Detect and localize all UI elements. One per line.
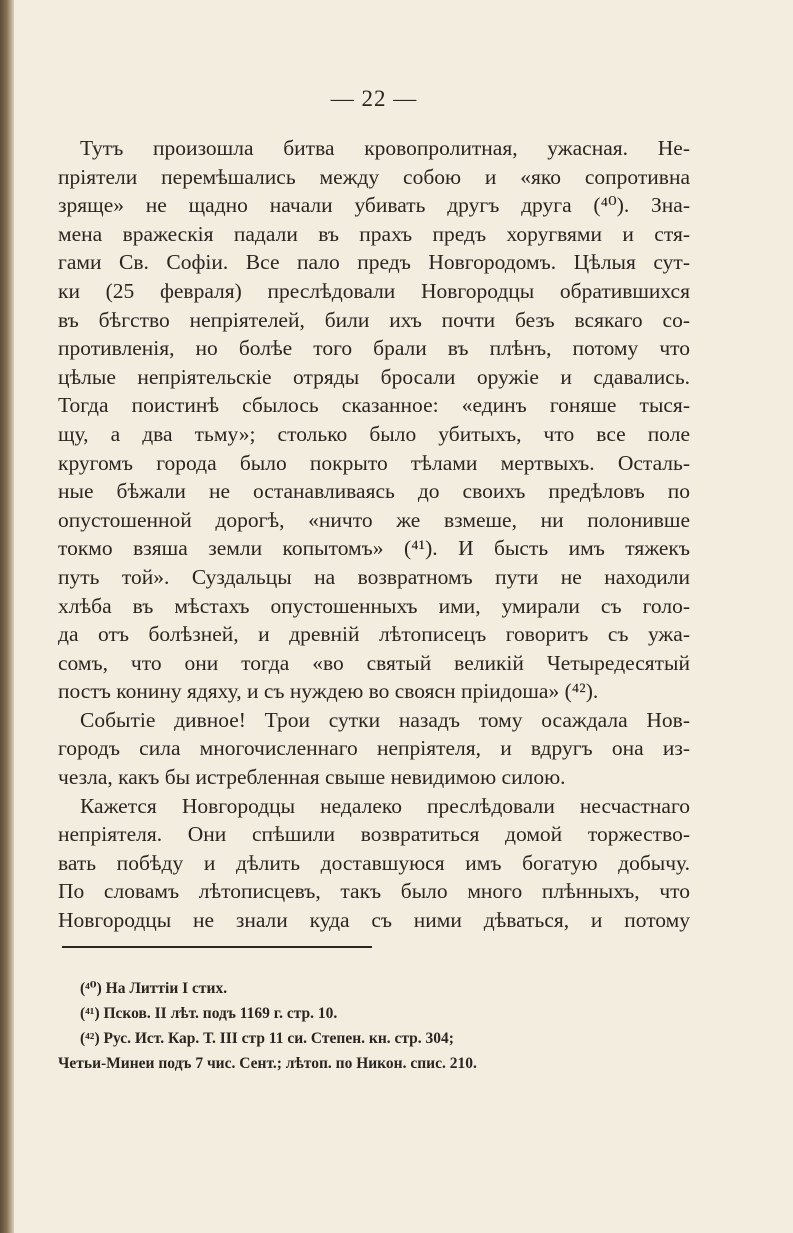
text-line: Тутъ произошла битва кровопролитная, ужасная. Не- — [80, 136, 690, 160]
text-line: опустошенной дорогѣ, «ничто же взмеше, ни полонивше — [58, 507, 690, 532]
text-line: мена вражескія падали въ прахъ предъ хоругвями и стя- — [58, 221, 690, 246]
text-line: гами Св. Софіи. Все пало предъ Новгородомъ. Цѣлыя сут- — [58, 250, 690, 275]
footnote: (⁴⁰) На Литтіи I стих. — [80, 980, 228, 997]
text-line: сомъ, что они тогда «во святый великій Четыредесятый — [58, 650, 690, 675]
book-page — [58, 0, 690, 1233]
text-line: чезла, какъ бы истребленная свыше невидимою силою. — [58, 765, 566, 790]
text-line: Кажется Новгородцы недалеко преслѣдовали несчастнаго — [80, 793, 690, 818]
footnote-divider — [62, 946, 372, 948]
text-line: токмо взяша земли копытомъ» (⁴¹). И бысть имъ тяжекъ — [58, 536, 690, 561]
text-line: противленія, но болѣе того брали въ плѣнъ, потому что — [58, 336, 690, 361]
text-line: Новгородцы не знали куда съ ними дѣваться, и потому — [58, 908, 690, 933]
text-line: постъ конину ядяху, и съ нуждею во своясн пріидоша» (⁴²). — [58, 679, 599, 704]
text-line: цѣлые непріятельскіе отряды бросали оружіе и сдавались. — [58, 364, 690, 389]
text-line: Тогда поистинѣ сбылось сказанное: «единъ гоняше тыся- — [58, 393, 690, 418]
book-binding-edge — [0, 0, 14, 1233]
main-text — [58, 134, 690, 935]
text-line: По словамъ лѣтописцевъ, такъ было много плѣнныхъ, что — [58, 879, 690, 904]
text-line: пріятели перемѣшались между собою и «яко сопротивна — [58, 164, 690, 189]
text-line: въ бѣгство непріятелей, били ихъ почти безъ всякаго со- — [58, 307, 690, 332]
text-line: щу, а два тьму»; столько было убитыхъ, что все поле — [58, 421, 690, 446]
footnote: (⁴¹) Псков. II лѣт. подъ 1169 г. стр. 10. — [80, 1005, 338, 1022]
footnotes — [58, 976, 690, 1076]
text-line: Событіе дивное! Трои сутки назадъ тому осаждала Нов- — [80, 707, 690, 732]
footnote: (⁴²) Рус. Ист. Кар. Т. III стр 11 си. Степен. кн. стр. 304; — [80, 1030, 454, 1047]
text-line: кругомъ города было покрыто тѣлами мертвыхъ. Осталь- — [58, 450, 690, 475]
text-line: зряще» не щадно начали убивать другъ друга (⁴⁰). Зна- — [58, 193, 690, 218]
text-line: городъ сила многочисленнаго непріятеля, и вдругъ она из- — [58, 736, 690, 761]
text-line: ные бѣжали не останавливаясь до своихъ предѣловъ по — [58, 479, 690, 504]
text-line: ки (25 февраля) преслѣдовали Новгородцы обратившихся — [58, 278, 690, 303]
text-line: непріятеля. Они спѣшили возвратиться домой торжество- — [58, 822, 690, 847]
text-line: да отъ болѣзней, и древній лѣтописецъ говоритъ съ ужа- — [58, 622, 690, 647]
footnote: Четьи-Минеи подъ 7 чис. Сент.; лѣтоп. по Никон. спис. 210. — [58, 1055, 477, 1072]
text-line: путь той». Суздальцы на возвратномъ пути не находили — [58, 564, 690, 589]
text-line: хлѣба въ мѣстахъ опустошенныхъ ими, умирали съ голо- — [58, 593, 690, 618]
text-line: вать побѣду и дѣлить доставшуюся имъ богатую добычу. — [58, 850, 690, 875]
page-number: — 22 — — [330, 86, 418, 111]
